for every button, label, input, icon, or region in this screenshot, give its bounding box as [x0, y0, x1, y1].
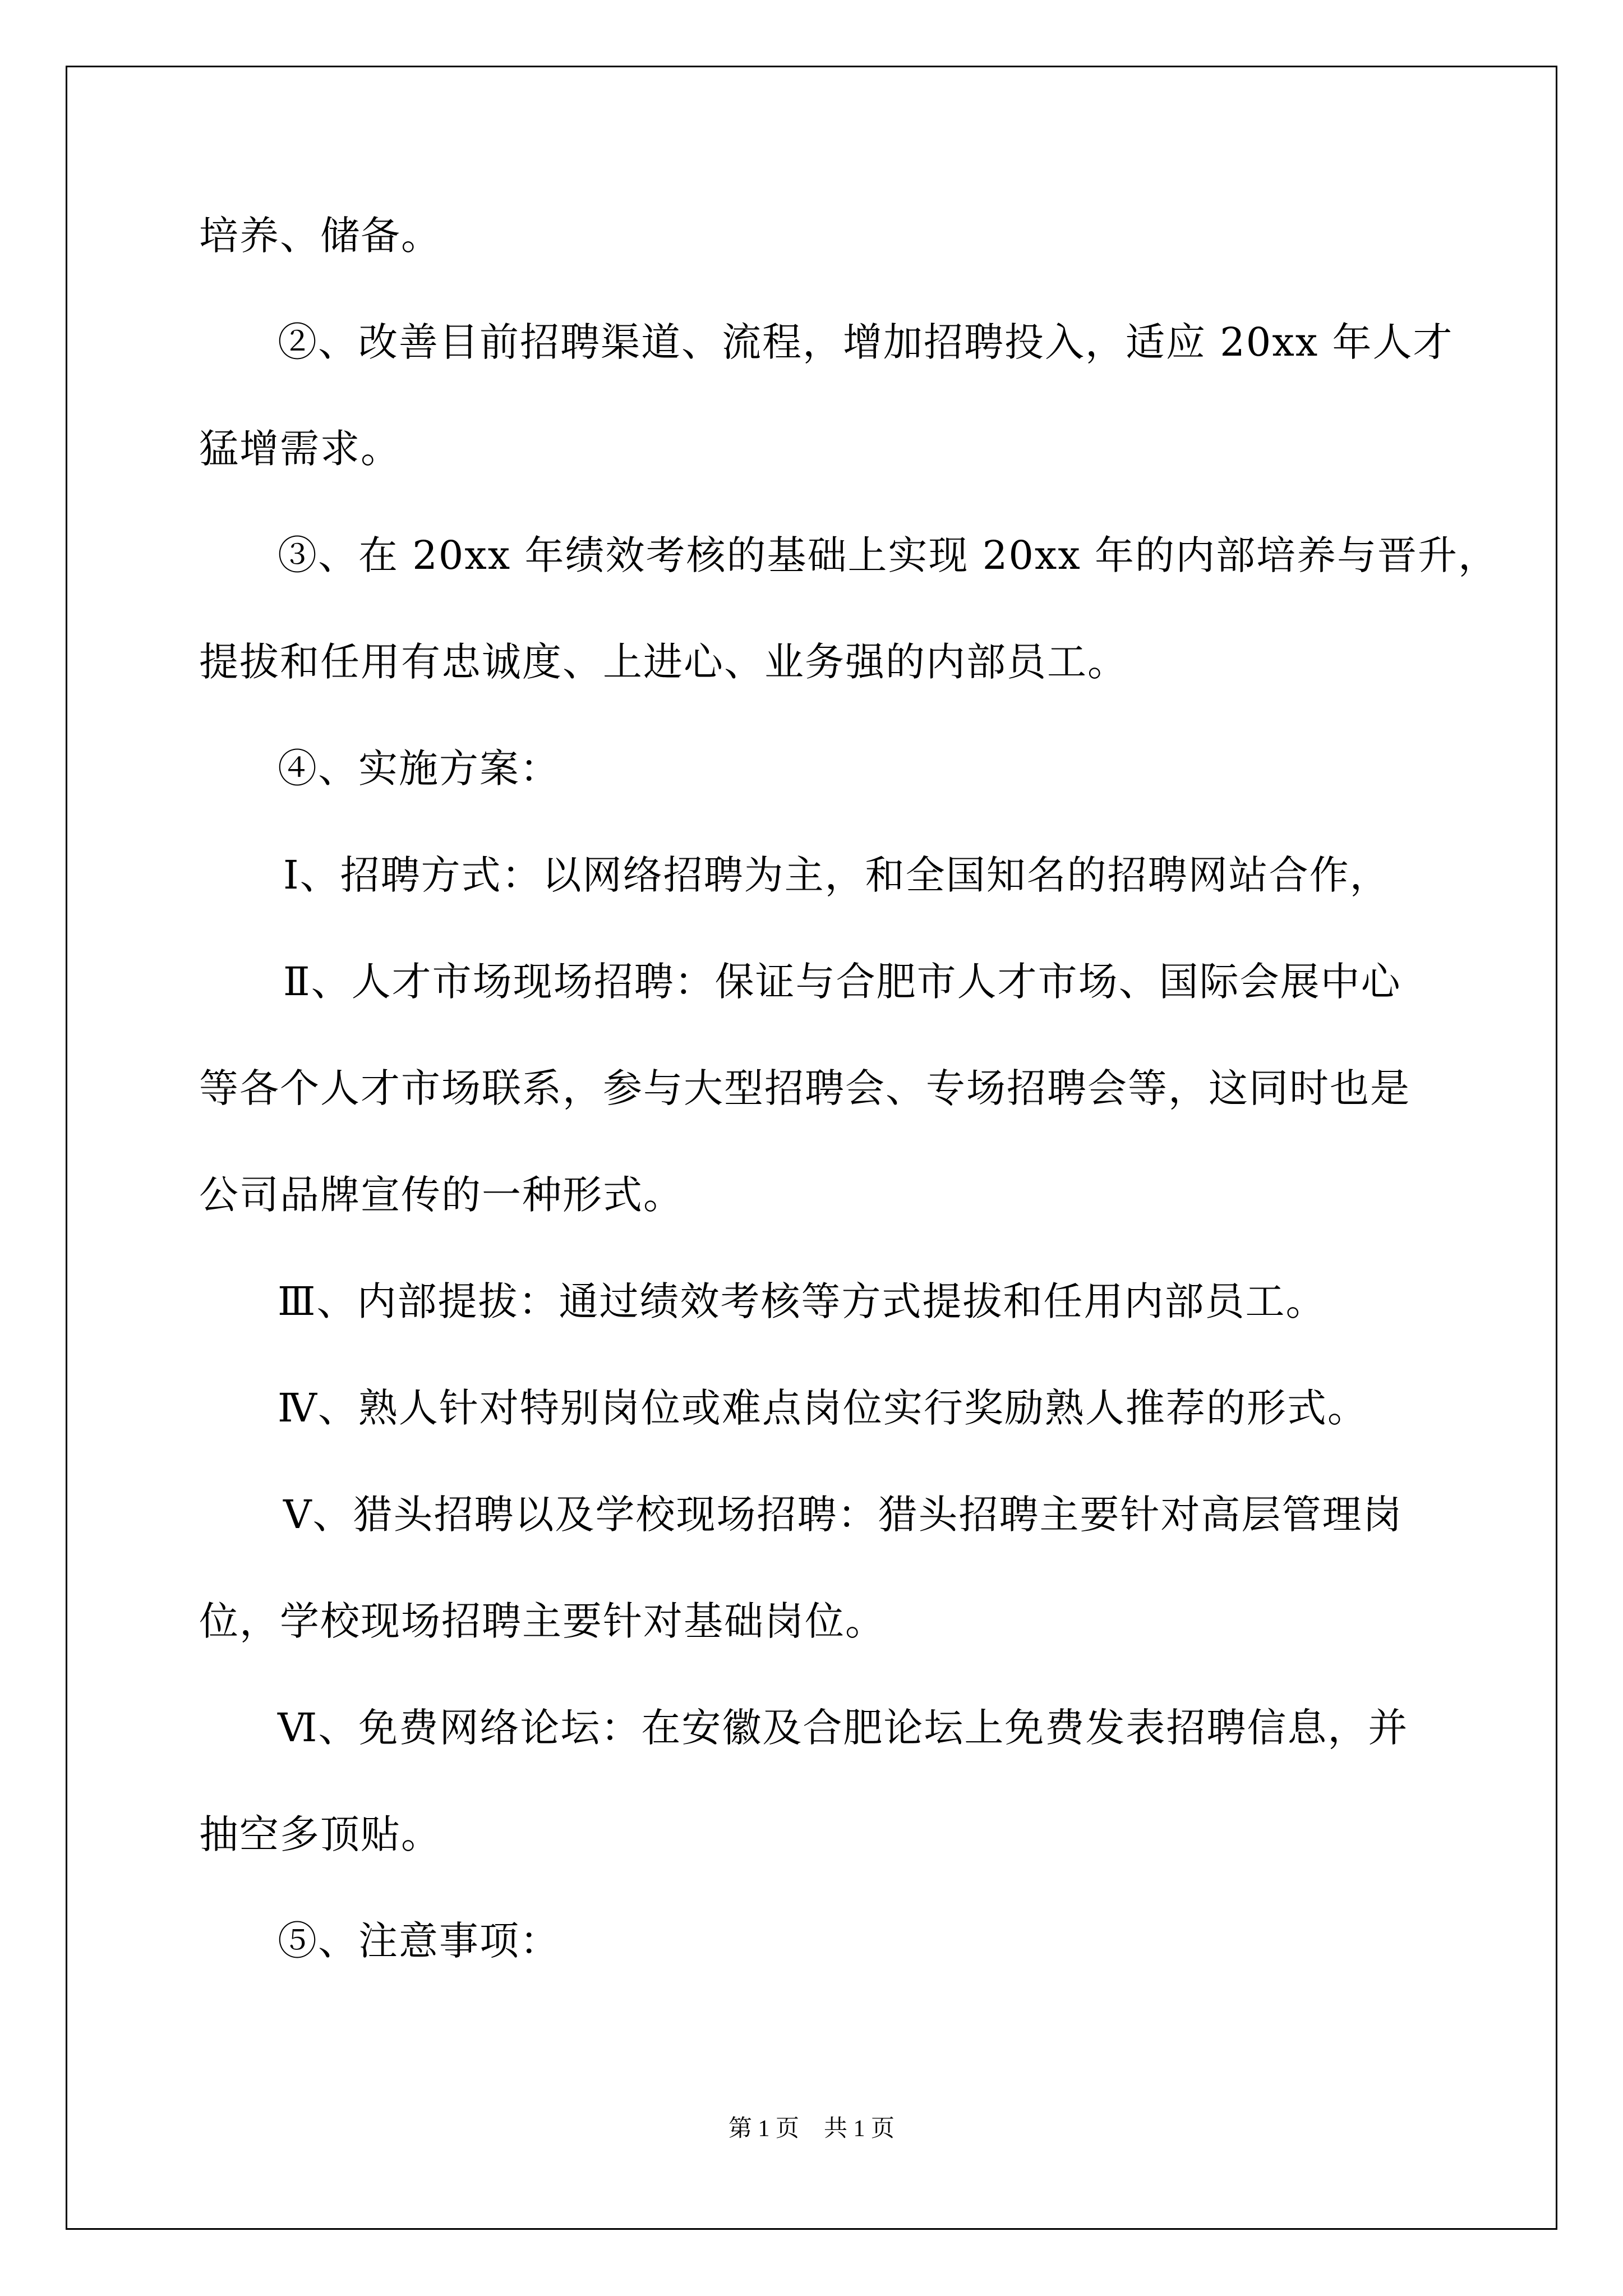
page-border: [66, 66, 1557, 2230]
text-line: 抽空多顶贴。: [199, 1811, 441, 1857]
page-footer: [0, 2112, 1623, 2146]
page-number-current: 第 1 页: [728, 2116, 799, 2142]
text-line: 位，学校现场招聘主要针对基础岗位。: [199, 1598, 886, 1644]
text-line: Ⅰ、招聘方式：以网络招聘为主，和全国知名的招聘网站合作，: [283, 852, 1390, 898]
text-line: ③、在 20xx 年绩效考核的基础上实现 20xx 年的内部培养与晋升，: [278, 532, 1499, 578]
page-number-total: 共 1 页: [824, 2116, 895, 2142]
text-line: Ⅱ、人才市场现场招聘：保证与合肥市人才市场、国际会展中心: [283, 959, 1401, 1005]
text-line: Ⅵ、免费网络论坛：在安徽及合肥论坛上免费发表招聘信息，并: [278, 1705, 1409, 1751]
text-line: Ⅴ、猎头招聘以及学校现场招聘：猎头招聘主要针对高层管理岗: [283, 1492, 1403, 1538]
text-line: ⑤、注意事项：: [278, 1918, 560, 1964]
text-line: ②、改善目前招聘渠道、流程，增加招聘投入，适应 20xx 年人才: [278, 319, 1454, 365]
text-line: 提拔和任用有忠诚度、上进心、业务强的内部员工。: [199, 639, 1128, 685]
text-line: 等各个人才市场联系，参与大型招聘会、专场招聘会等，这同时也是: [199, 1065, 1410, 1111]
text-line: ④、实施方案：: [278, 746, 560, 792]
text-line: Ⅳ、熟人针对特别岗位或难点岗位实行奖励熟人推荐的形式。: [278, 1385, 1368, 1431]
text-line: Ⅲ、内部提拔：通过绩效考核等方式提拔和任用内部员工。: [278, 1278, 1326, 1324]
text-line: 公司品牌宣传的一种形式。: [199, 1172, 684, 1218]
text-line: 猛增需求。: [199, 426, 401, 472]
text-line: 培养、储备。: [199, 213, 441, 259]
